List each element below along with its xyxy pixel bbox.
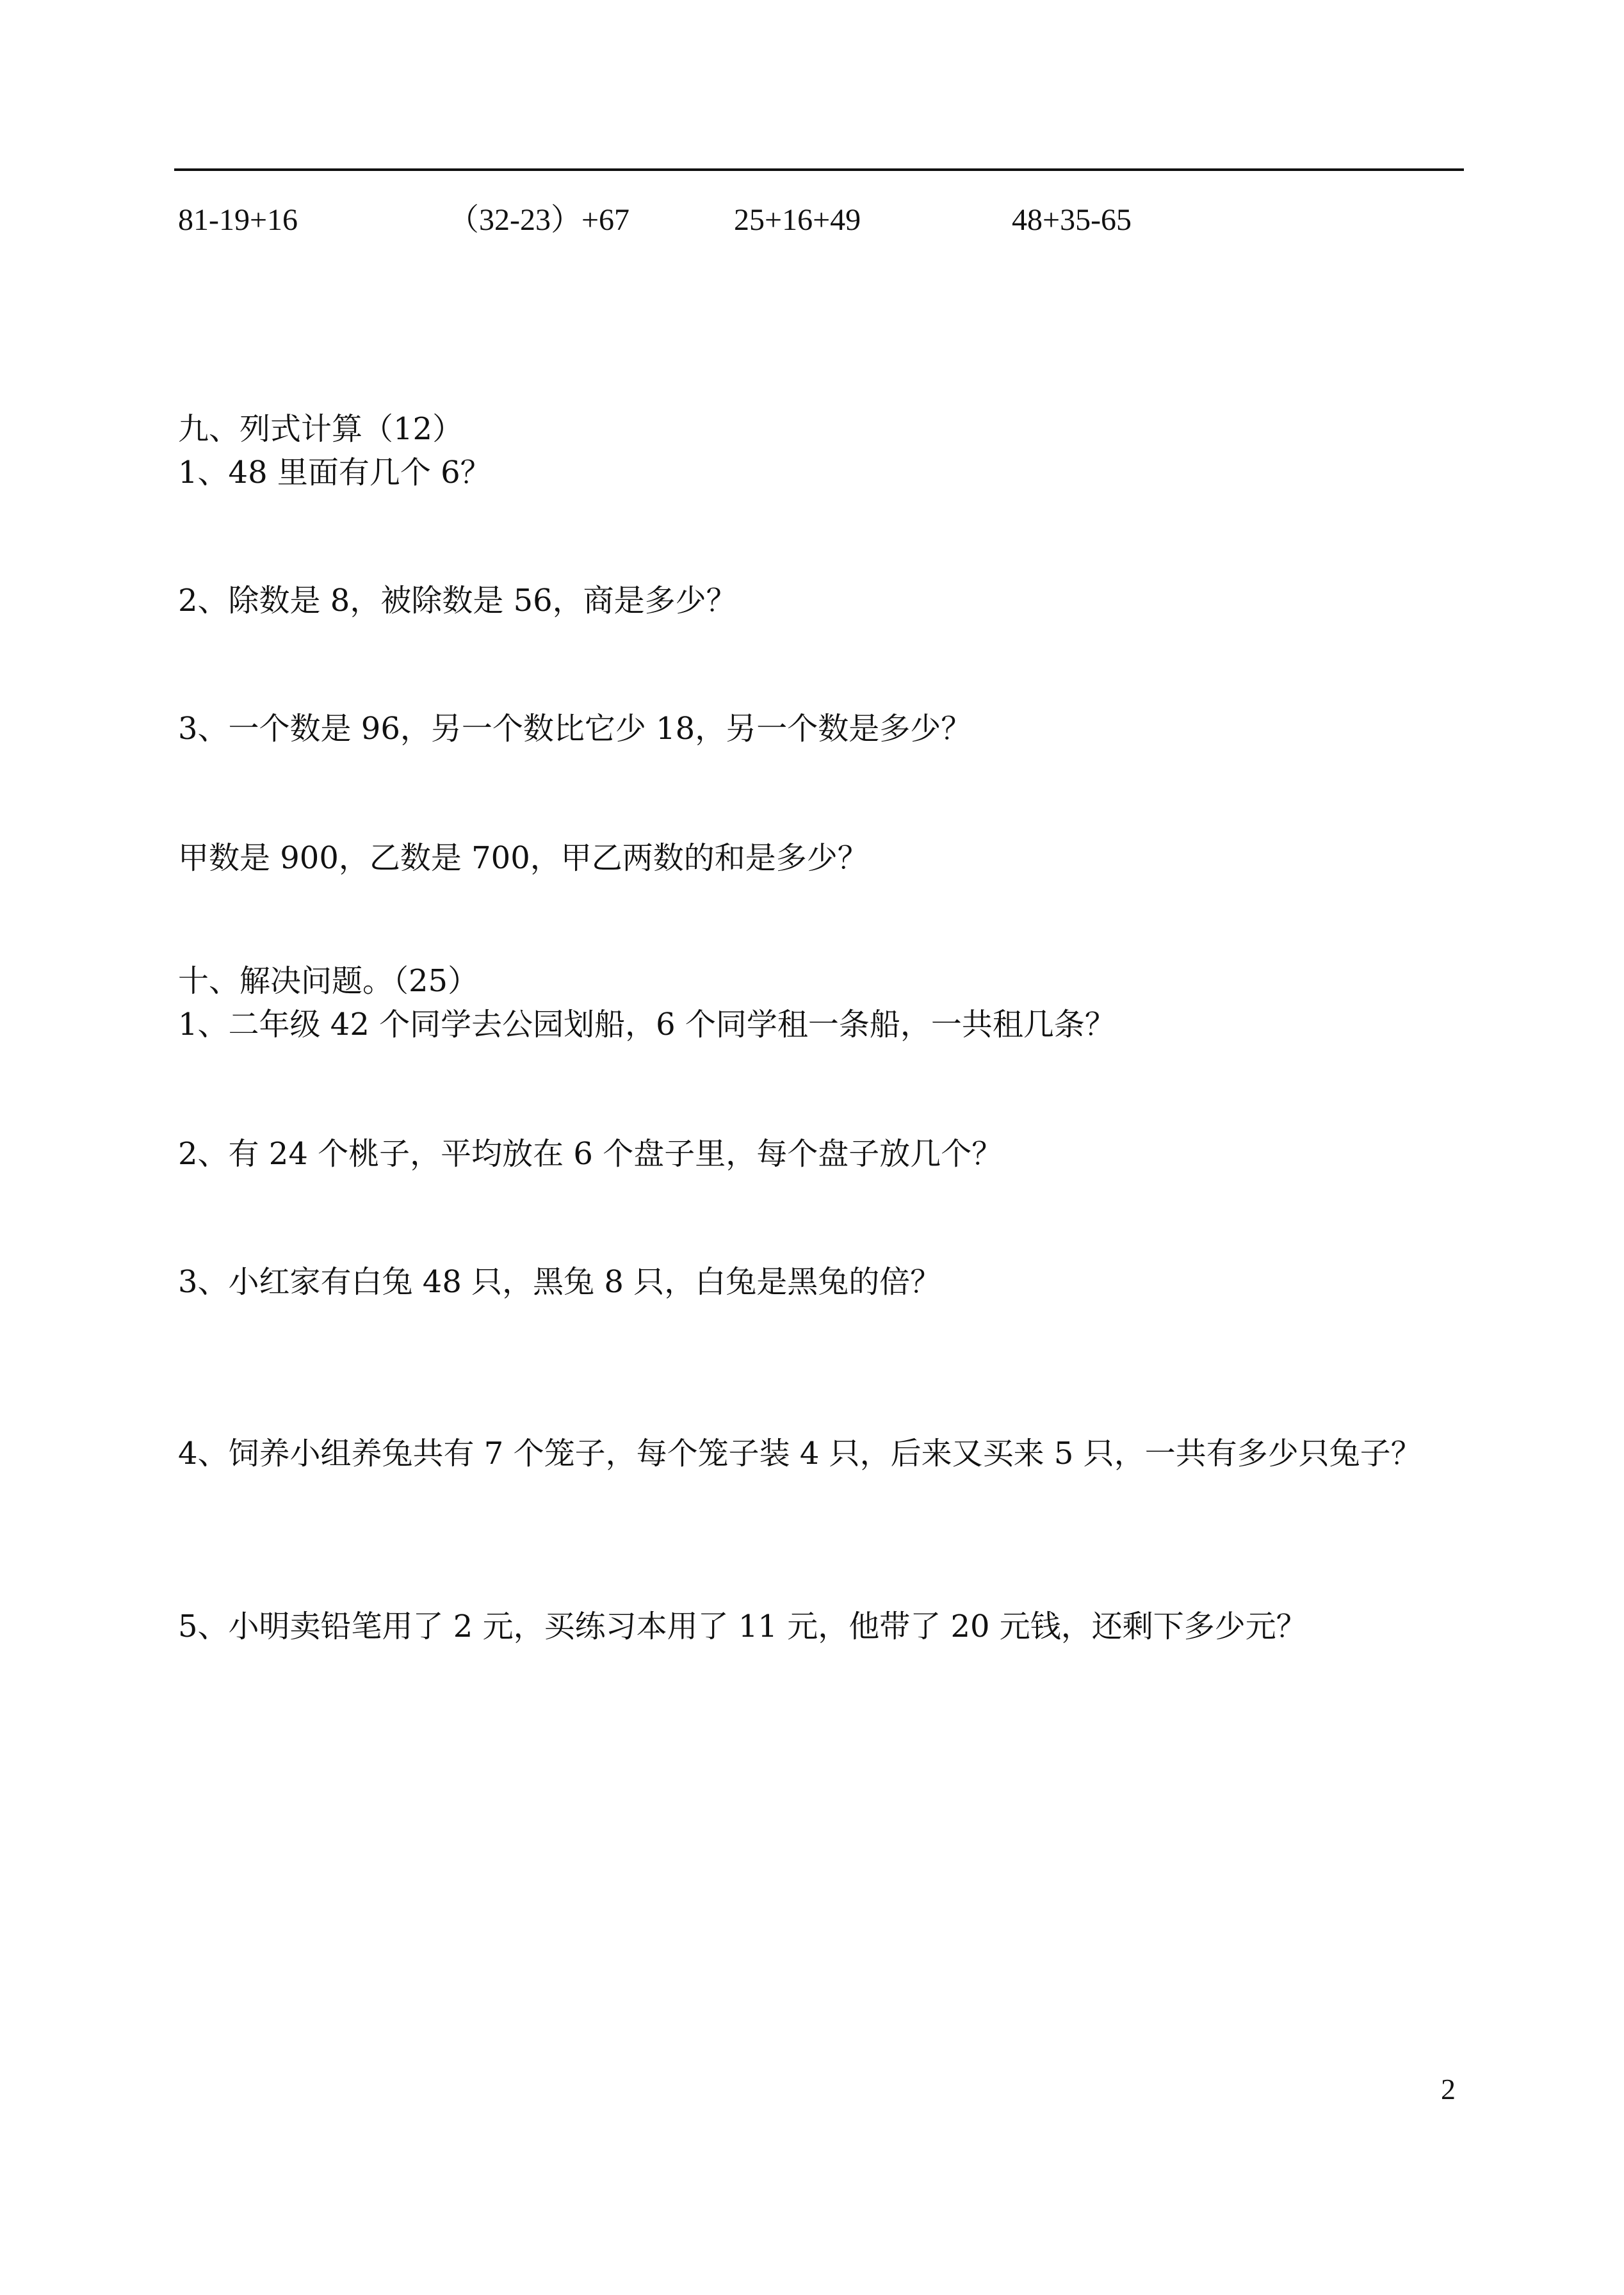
section-9-question-3: 3、一个数是 96，另一个数比它少 18，另一个数是多少？ (178, 711, 972, 747)
calculation-3: 25+16+49 (734, 203, 861, 237)
section-9-question-4: 甲数是 900，乙数是 700，甲乙两数的和是多少？ (178, 840, 868, 876)
calculation-2: （32-23）+67 (448, 203, 630, 237)
section-9-question-2: 2、除数是 8，被除数是 56，商是多少？ (178, 583, 737, 619)
top-rule (174, 168, 1464, 171)
section-10-question-4: 4、饲养小组养兔共有 7 个笼子，每个笼子装 4 只，后来又买来 5 只，一共有多少只兔子？ (178, 1436, 1422, 1472)
section-10-title: 十、解决问题。（25） (178, 963, 479, 999)
calculation-4: 48+35-65 (1012, 203, 1132, 237)
section-10-question-5: 5、小明卖铅笔用了 2 元，买练习本用了 11 元，他带了 20 元钱，还剩下多少元？ (178, 1609, 1307, 1644)
section-10-question-1: 1、二年级 42 个同学去公园划船，6 个同学租一条船，一共租几条？ (178, 1007, 1116, 1042)
section-9-question-1: 1、48 里面有几个 6？ (178, 455, 491, 491)
section-10-question-3: 3、小红家有白兔 48 只，黑兔 8 只，白兔是黑兔的倍？ (178, 1264, 941, 1300)
section-10-question-2: 2、有 24 个桃子，平均放在 6 个盘子里，每个盘子放几个？ (178, 1136, 1003, 1172)
section-9-title: 九、列式计算（12） (178, 411, 464, 447)
page-number: 2 (1441, 2073, 1456, 2105)
calculation-1: 81-19+16 (178, 203, 298, 237)
